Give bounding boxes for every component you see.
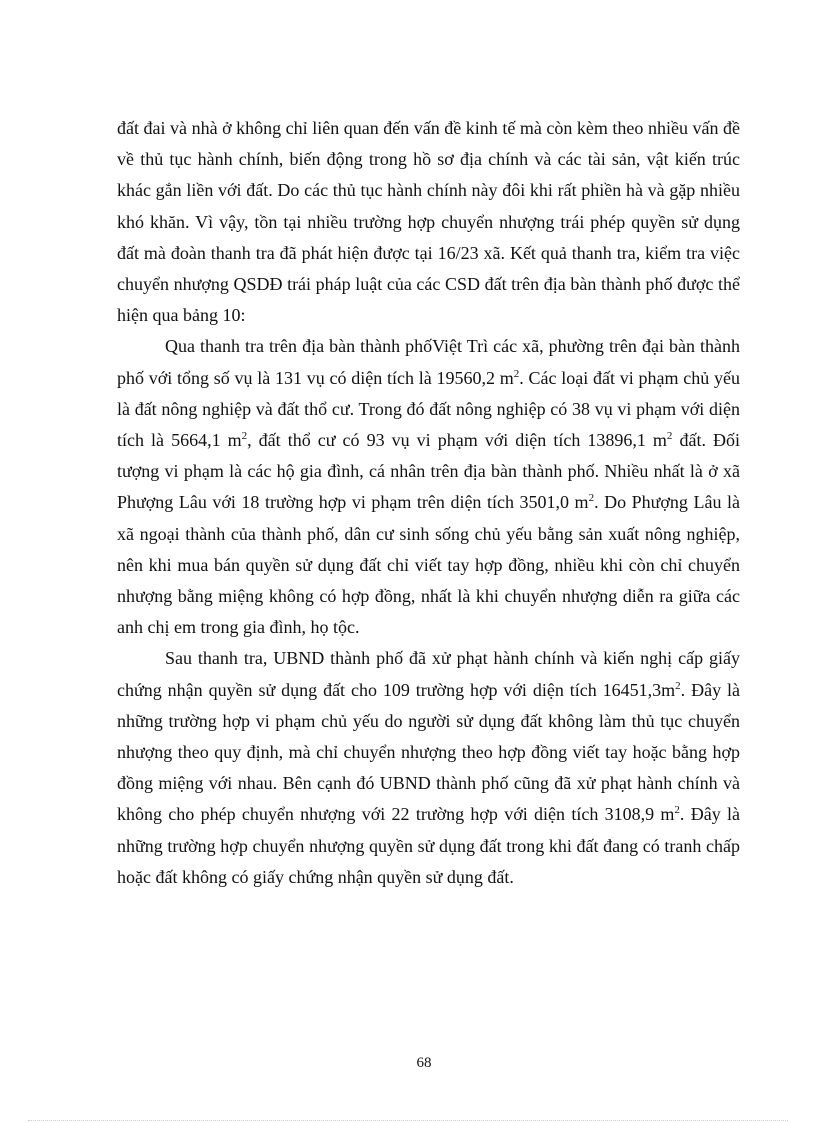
paragraph-text: , đất thổ cư có 93 vụ vi phạm với diện tích 13896,1 m <box>247 430 667 451</box>
paragraph-text: . Do Phượng Lâu là xã ngoại thành của thành phố, dân cư sinh sống chủ yếu bằng sản xuất nông nghiệp, nên khi mua bán quyền sử dụng đất chỉ viết tay hợp đồng, nhiều khi còn chỉ chuyển nhượng bằng miệng không có hợp đồng, nhất là khi chuyển nhượng diễn ra giữa các anh chị em trong gia đình, họ tộc. <box>117 492 740 638</box>
paragraph-text: . Đây là những trường hợp chuyển nhượng quyền sử dụng đất trong khi đất đang có tranh chấp hoặc đất không có giấy chứng nhận quyền sử dụng đất. <box>117 804 740 887</box>
paragraph <box>117 643 740 893</box>
paragraph-text: Qua thanh tra trên địa bàn thành phốViệt Trì các xã, phường trên đại bàn thành phố với tổng số vụ là 131 vụ có diện tích là 19560,2 m <box>117 336 740 388</box>
superscript-text: 2 <box>241 430 248 443</box>
paragraph-text: đất đai và nhà ở không chỉ liên quan đến vấn đề kinh tế mà còn kèm theo nhiều vấn đề về thủ tục hành chính, biến động trong hồ sơ địa chính và các tài sản, vật kiến trúc khác gắn liền với đất. Do các thủ tục hành chính này đôi khi rất phiền hà và gặp nhiều khó khăn. Vì vậy, tồn tại nhiều trường hợp chuyển nhượng trái phép quyền sử dụng đất mà đoàn thanh tra đã phát hiện được tại 16/23 xã. Kết quả thanh tra, kiểm tra việc chuyển nhượng QSDĐ trái pháp luật của các CSD đất trên địa bàn thành phố được thể hiện qua bảng 10: <box>117 118 740 326</box>
superscript-text: 2 <box>588 492 595 505</box>
paragraph-text: Sau thanh tra, UBND thành phố đã xử phạt hành chính và kiến nghị cấp giấy chứng nhận quyền sử dụng đất cho 109 trường hợp với diện tích 16451,3m <box>117 648 740 700</box>
body-text <box>117 113 740 893</box>
page-bottom-divider <box>28 1120 788 1121</box>
superscript-text: 2 <box>513 367 520 380</box>
paragraph-text: . Các loại đất vi phạm chủ yếu là đất nông nghiệp và đất thổ cư. Trong đó đất nông nghiệp có 38 vụ vi phạm với diện tích là 5664,1 m <box>117 367 740 451</box>
paragraph-text: đất. Đối tượng vi phạm là các hộ gia đình, cá nhân trên địa bàn thành phố. Nhiều nhất là ở xã Phượng Lâu với 18 trường hợp vi phạm trên diện tích 3501,0 m <box>117 430 741 513</box>
superscript-text: 2 <box>666 430 673 443</box>
paragraph <box>117 113 740 331</box>
paragraph-text: . Đây là những trường hợp vi phạm chủ yếu do người sử dụng đất không làm thủ tục chuyển nhượng theo quy định, mà chỉ chuyển nhượng theo hợp đồng viết tay hoặc bằng hợp đồng miệng với nhau. Bên cạnh đó UBND thành phố cũng đã xử phạt hành chính và không cho phép chuyển nhượng với 22 trường hợp với diện tích 3108,9 m <box>117 679 740 825</box>
superscript-text: 2 <box>674 804 680 817</box>
superscript-text: 2 <box>675 679 681 692</box>
paragraph <box>117 331 740 643</box>
page-number: 68 <box>416 1055 432 1071</box>
